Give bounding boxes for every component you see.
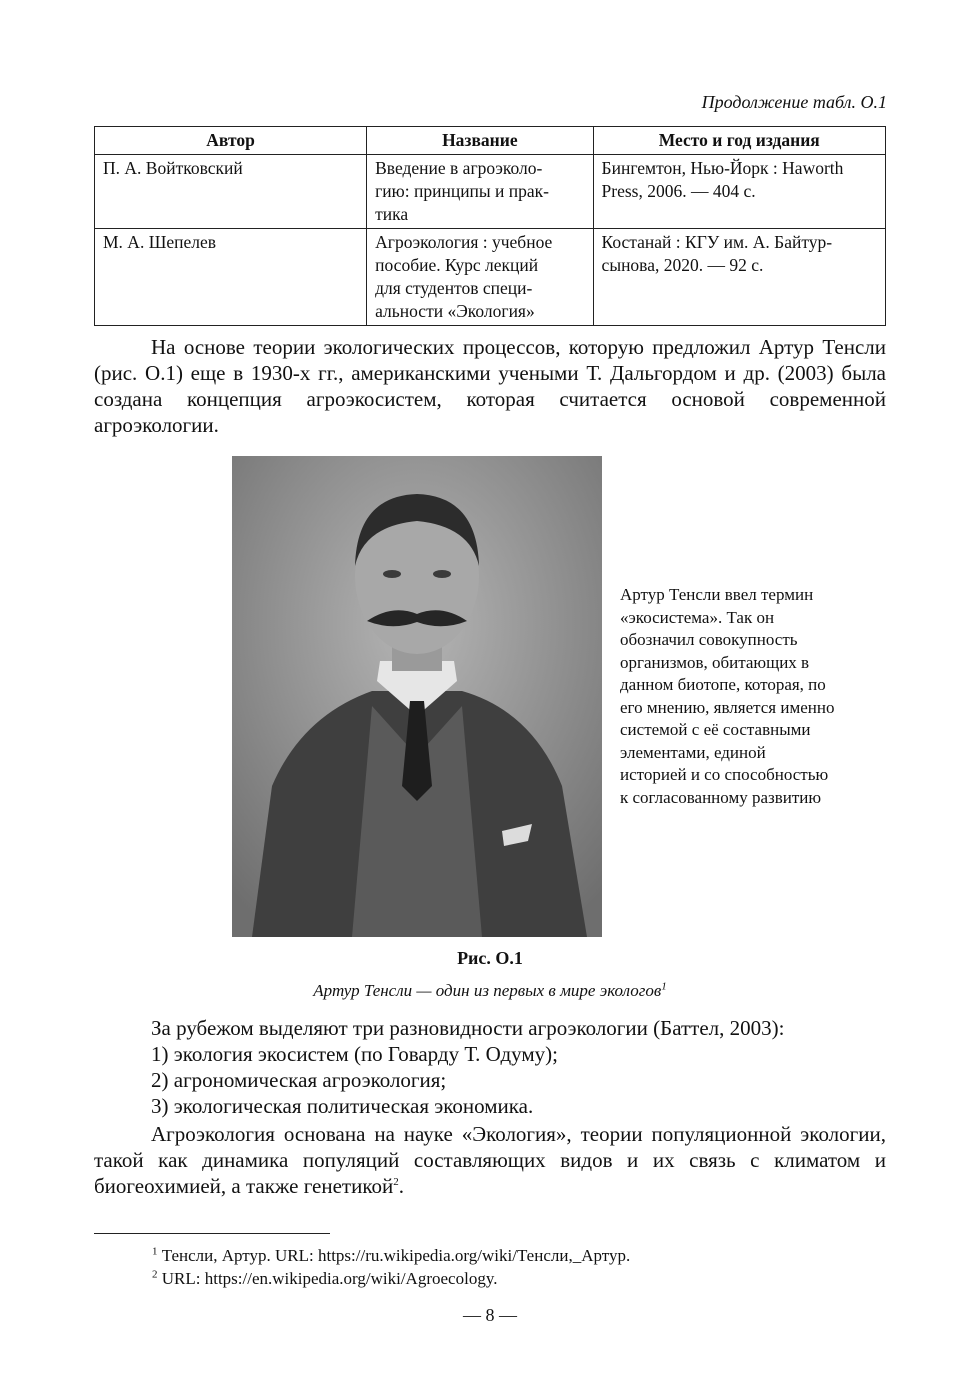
- cell-title-line: Введение в агроэколо-: [375, 158, 543, 178]
- footnote: [152, 1268, 497, 1290]
- figure-caption-text: Артур Тенсли — один из первых в мире экологов: [313, 981, 662, 1000]
- side-note-line: историей и со способностью: [620, 765, 829, 784]
- header-title: Название: [367, 127, 593, 155]
- cell-title-line: Агроэкология : учебное: [375, 232, 553, 252]
- side-note-line: данном биотопе, которая, по: [620, 675, 826, 694]
- footnote-text: Тенсли, Артур. URL: https://ru.wikipedia.org/wiki/Тенсли,_Артур.: [161, 1246, 631, 1265]
- cell-title: [367, 155, 593, 229]
- figure-title: Рис. О.1: [457, 948, 523, 968]
- cell-place: [593, 155, 885, 229]
- cell-title-line: пособие. Курс лекций: [375, 255, 539, 275]
- cell-place-line: Press, 2006. — 404 с.: [601, 181, 756, 201]
- footnote-ref: 1: [661, 980, 667, 993]
- list-item: 3) экологическая политическая экономика.: [151, 1094, 534, 1118]
- figure-caption: [0, 981, 980, 1001]
- cell-place-line: Костанай : КГУ им. А. Байтур-: [601, 232, 833, 252]
- side-note-line: системой с её составными: [620, 720, 811, 739]
- cell-place-line: Бингемтон, Нью-Йорк : Haworth: [601, 158, 844, 178]
- footnote-ref: 2: [393, 1176, 399, 1188]
- cell-title: [367, 229, 593, 326]
- portrait-photo: [232, 456, 602, 937]
- cell-title-line: тика: [375, 204, 409, 224]
- side-note-line: «экосистема». Так он: [620, 607, 775, 627]
- header-author: Автор: [95, 127, 367, 155]
- portrait-illustration: [232, 456, 602, 937]
- side-note-line: его мнению, является именно: [620, 697, 835, 717]
- cell-author: М. А. Шепелев: [95, 229, 367, 326]
- side-note-line: обозначил совокупность: [620, 630, 798, 649]
- footnote: [152, 1245, 630, 1267]
- agroecology-paragraph-text: Агроэкология основана на науке «Экология», теории популяционной экологии, такой как динамика популяций составляющих видов и их связь с климатом и биогеохимией, а также генетикой: [94, 1122, 886, 1198]
- page-number: — 8 —: [463, 1305, 517, 1325]
- cell-title-line: для студентов специ-: [375, 278, 533, 298]
- list-intro: За рубежом выделяют три разновидности агроэкологии (Баттел, 2003):: [151, 1016, 785, 1040]
- table-header-row: [95, 127, 886, 155]
- footnote-number: 2: [152, 1268, 158, 1281]
- side-note: [620, 584, 880, 809]
- references-table: [94, 126, 886, 326]
- side-note-line: Артур Тенсли ввел термин: [620, 585, 814, 604]
- cell-place: [593, 229, 885, 326]
- table-continuation-label: Продолжение табл. О.1: [701, 92, 887, 112]
- cell-place-line: сынова, 2020. — 92 с.: [601, 255, 764, 275]
- footnote-text: URL: https://en.wikipedia.org/wiki/Agroecology.: [161, 1269, 498, 1288]
- cell-title-line: альности «Экология»: [375, 301, 535, 321]
- list-item: 2) агрономическая агроэкология;: [151, 1068, 447, 1092]
- cell-author: П. А. Войтковский: [95, 155, 367, 229]
- table-row: [95, 155, 886, 229]
- cell-title-line: гию: принципы и прак-: [375, 181, 550, 201]
- footnote-divider: [94, 1233, 330, 1234]
- list-item: 1) экология экосистем (по Говарду Т. Одуму);: [151, 1042, 558, 1066]
- agroecology-paragraph: [94, 1121, 886, 1199]
- paragraph-end: .: [398, 1174, 404, 1198]
- side-note-line: к согласованному развитию: [620, 787, 822, 807]
- footnote-number: 1: [152, 1245, 158, 1258]
- side-note-line: элементами, единой: [620, 742, 766, 762]
- side-note-line: организмов, обитающих в: [620, 652, 810, 672]
- header-place-year: Место и год издания: [593, 127, 885, 155]
- table-row: [95, 229, 886, 326]
- intro-paragraph: На основе теории экологических процессов, которую предложил Артур Тенсли (рис. О.1) еще в 1930-х гг., американскими учеными Т. Дальгордом и др. (2003) была создана концепция агроэкосистем, которая считается основой современной агроэкологии.: [94, 335, 886, 437]
